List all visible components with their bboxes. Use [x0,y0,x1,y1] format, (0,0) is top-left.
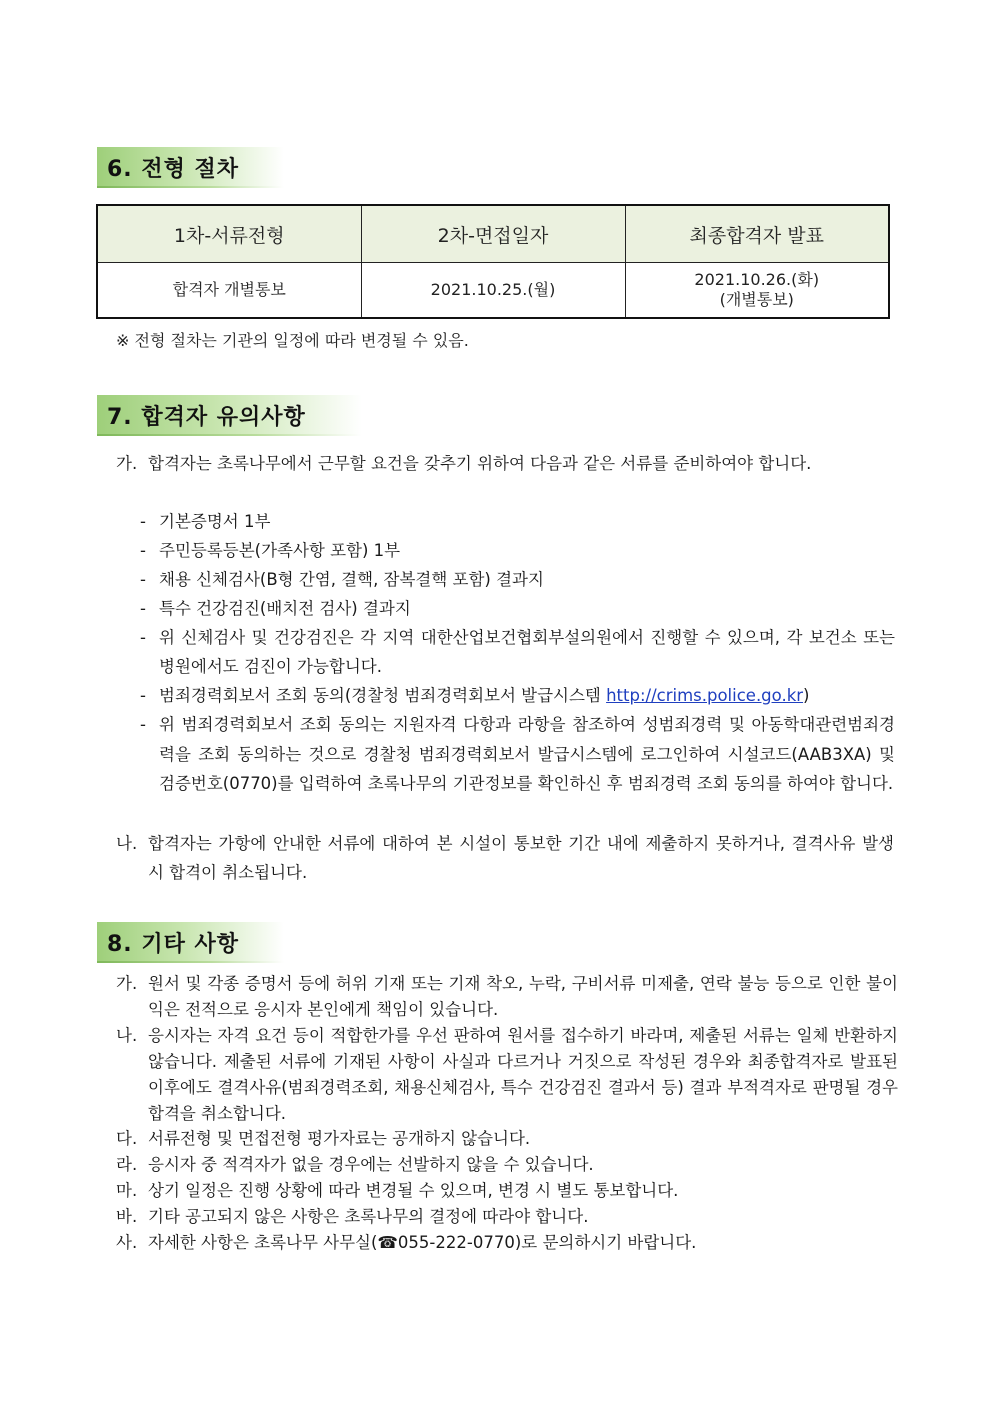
dash-marker: - [140,570,146,589]
bullet-list-item [140,594,895,623]
misc-item [116,1178,898,1204]
bullet-list-item [140,710,895,799]
item-label: 가. [116,974,138,993]
item-label: 나. [116,1026,138,1045]
item-na [116,829,894,887]
crims-link[interactable]: http://crims.police.go.kr [606,686,804,705]
table-header-cell: 1차-서류전형 [97,205,361,263]
item-text: 자세한 사항은 초록나무 사무실(☎055-222-0770)로 문의하시기 바랍니다. [148,1233,697,1252]
bullet-text: 채용 신체검사(B형 간염, 결핵, 잠복결핵 포함) 결과지 [159,570,544,589]
item-label: 라. [116,1155,138,1174]
bullet-text-close: ) [803,686,810,705]
table-header-row [97,205,889,263]
bullet-text: 위 신체검사 및 건강검진은 각 지역 대한산업보건협회부설의원에서 진행할 수 있으며, 각 보건소 또는 병원에서도 검진이 가능합니다. [159,628,895,676]
dash-marker: - [140,715,146,734]
item-text: 기타 공고되지 않은 사항은 초록나무의 결정에 따라야 합니다. [148,1207,589,1226]
item-text: 합격자는 초록나무에서 근무할 요건을 갖추기 위하여 다음과 같은 서류를 준비하여야 합니다. [148,454,812,473]
item-text: 서류전형 및 면접전형 평가자료는 공개하지 않습니다. [148,1129,531,1148]
item-label: 마. [116,1181,138,1200]
bullet-list-item [140,565,895,594]
bullet-text-with-link [159,681,900,710]
bullet-list-item [140,507,895,536]
table-header-cell: 최종합격자 발표 [625,205,889,263]
bullet-text: 기본증명서 1부 [159,512,271,531]
item-text: 응시자 중 적격자가 없을 경우에는 선발하지 않을 수 있습니다. [148,1155,594,1174]
item-ga [116,449,894,478]
item-text: 합격자는 가항에 안내한 서류에 대하여 본 시설이 통보한 기간 내에 제출하지 못하거나, 결격사유 발생 시 합격이 취소됩니다. [148,834,894,882]
table-cell [625,263,889,319]
dash-marker: - [140,541,146,560]
item-label: 바. [116,1207,138,1226]
table-row [97,263,889,319]
item-label: 나. [116,834,138,853]
bullet-text: 위 범죄경력회보서 조회 동의는 지원자격 다항과 라항을 참조하여 성범죄경력 및 아동학대관련범죄경력을 조회 동의하는 것으로 경찰청 범죄경력회보서 발급시스템에 로그인하여 시설코드(AAB3XA) 및 검증번호(0770)를 입력하여 초록나무의 기관정보를 확인하신 후 범죄경력 조회 동의를 하여야 합니다. [159,715,895,793]
table-cell: 합격자 개별통보 [97,263,361,319]
bullet-text: 특수 건강검진(배치전 검사) 결과지 [159,599,411,618]
dash-marker: - [140,512,146,531]
bullet-list-item [140,536,895,565]
procedure-table [96,204,890,319]
misc-item [116,1152,898,1178]
misc-item [116,1126,898,1152]
final-announce-date: 2021.10.26.(화) [694,270,820,289]
section-7-title: 7. 합격자 유의사항 [107,405,306,430]
bullet-text: 주민등록등본(가족사항 포함) 1부 [159,541,401,560]
section-6-title: 6. 전형 절차 [107,157,239,182]
schedule-note: ※ 전형 절차는 기관의 일정에 따라 변경될 수 있음. [116,331,469,350]
misc-item [116,1230,898,1256]
section-8-heading [97,922,284,963]
section-6-heading [97,147,284,188]
item-label: 가. [116,454,138,473]
dash-marker: - [140,628,146,647]
bullet-list-item [140,681,900,710]
section-7-heading [97,395,362,436]
section-8-title: 8. 기타 사항 [107,932,239,957]
misc-item [116,1023,898,1127]
item-text: 상기 일정은 진행 상황에 따라 변경될 수 있으며, 변경 시 별도 통보합니다. [148,1181,679,1200]
item-text: 응시자는 자격 요건 등이 적합한가를 우선 판하여 원서를 접수하기 바라며, 제출된 서류는 일체 반환하지 않습니다. 제출된 서류에 기재된 사항이 사실과 다르거나 거짓으로 작성된 경우와 최종합격자로 발표된 이후에도 결격사유(범죄경력조회, 채용신체검사, 특수 건강검진 결과서 등) 결과 부적격자로 판명될 경우 합격을 취소합니다. [148,1026,898,1123]
dash-marker: - [140,599,146,618]
table-header-cell: 2차-면접일자 [361,205,625,263]
misc-item [116,1204,898,1230]
misc-item [116,971,898,1023]
item-label: 사. [116,1233,138,1252]
bullet-text: 범죄경력회보서 조회 동의(경찰청 범죄경력회보서 발급시스템 [159,686,607,705]
dash-marker: - [140,686,146,705]
table-cell: 2021.10.25.(월) [361,263,625,319]
item-text: 원서 및 각종 증명서 등에 허위 기재 또는 기재 착오, 누락, 구비서류 미제출, 연락 불능 등으로 인한 불이익은 전적으로 응시자 본인에게 책임이 있습니다. [148,974,898,1019]
final-announce-method: (개별통보) [719,290,794,309]
bullet-list-item [140,623,895,681]
item-label: 다. [116,1129,138,1148]
